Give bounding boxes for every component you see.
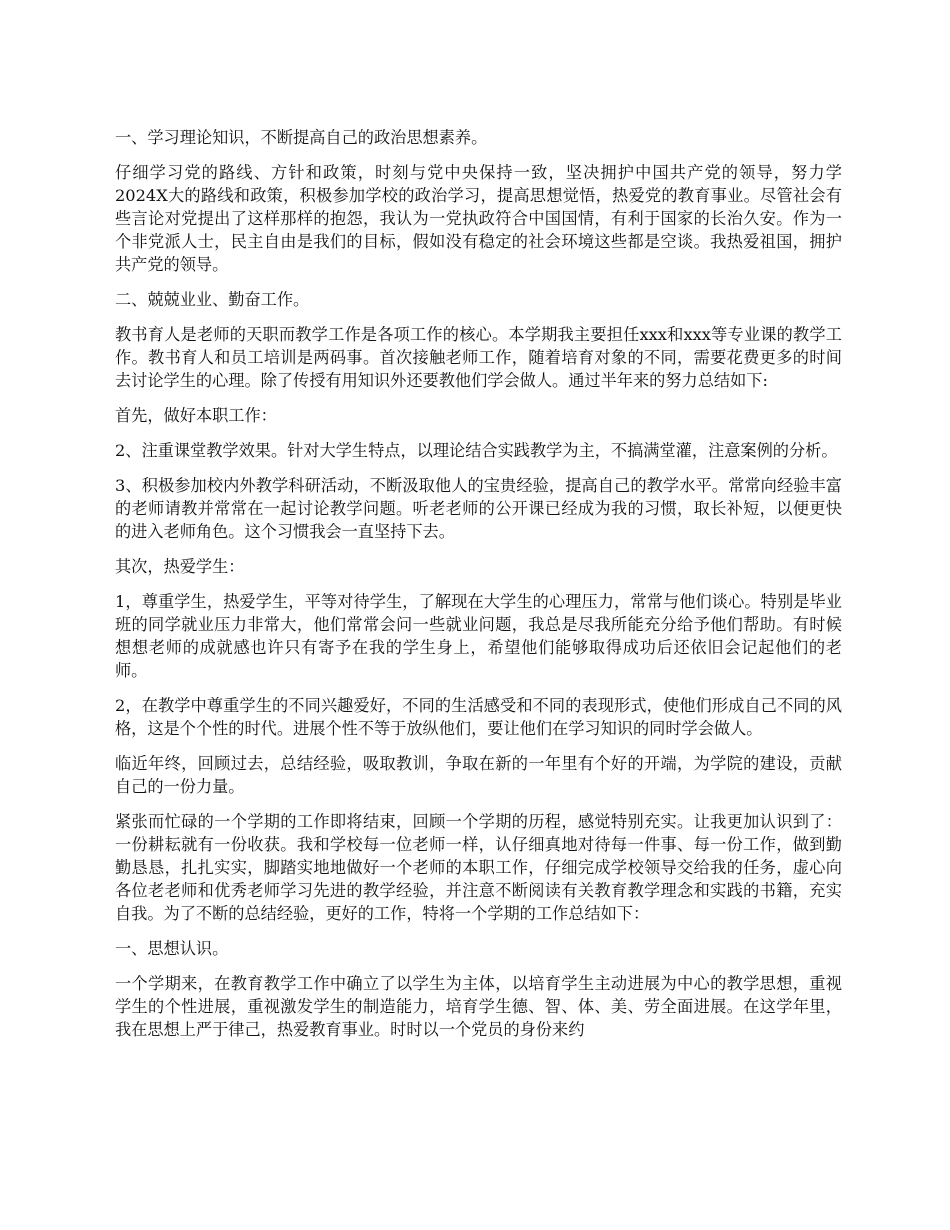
paragraph-year-end: 临近年终，回顾过去，总结经验，吸取教训，争取在新的一年里有个好的开端，为学院的建设，贡献自己的一份力量。	[115, 754, 842, 796]
paragraph-teaching-core: 教书育人是老师的天职而教学工作是各项工作的核心。本学期我主要担任xxx和xxx等专业课的教学工作。教书育人和员工培训是两码事。首次接触老师工作，随着培育对象的不同，需要花费更多的时间去讨论学生的心理。除了传授有用知识外还要教他们学会做人。通过半年来的努力总结如下:	[115, 325, 842, 390]
paragraph-respect-students: 1，尊重学生，热爱学生，平等对待学生，了解现在大学生的心理压力，常常与他们谈心。特别是毕业班的同学就业压力非常大，他们常常会问一些就业问题，我总是尽我所能充分给予他们帮助。有时候想想老师的成就感也许只有寄予在我的学生身上，希望他们能够取得成功后还依旧会记起他们的老师。	[115, 592, 842, 680]
paragraph-semester-review: 紧张而忙碌的一个学期的工作即将结束，回顾一个学期的历程，感觉特别充实。让我更加认识到了：一份耕耘就有一份收获。我和学校每一位老师一样，认仔细真地对待每一件事、每一份工作，做到勤勤恳恳，扎扎实实，脚踏实地地做好一个老师的本职工作，仔细完成学校领导交给我的任务，虚心向各位老老师和优秀老师学习先进的教学经验，并注意不断阅读有关教育教学理念和实践的书籍，充实自我。为了不断的总结经验，更好的工作，特将一个学期的工作总结如下：	[115, 812, 842, 923]
paragraph-first-duty: 首先，做好本职工作：	[115, 406, 277, 425]
paragraph-research-activity: 3、积极参加校内外教学科研活动，不断汲取他人的宝贵经验，提高自己的教学水平。常常向经验丰富的老师请教并常常在一起讨论教学问题。听老老师的公开课已经成为我的习惯，取长补短，以便更快的进入老师角色。这个习惯我会一直坚持下去。	[115, 476, 842, 541]
section-heading-theory: 一、学习理论知识，不断提高自己的政治思想素养。	[115, 128, 488, 147]
paragraph-individuality: 2，在教学中尊重学生的不同兴趣爱好，不同的生活感受和不同的表现形式，使他们形成自己不同的风格，这是个个性的时代。进展个性不等于放纵他们，要让他们在学习知识的同时学会做人。	[115, 696, 842, 738]
paragraph-classroom-effect: 2、注重课堂教学效果。针对大学生特点，以理论结合实践教学为主，不搞满堂灌，注意案例的分析。	[115, 441, 838, 460]
paragraph-party-line: 仔细学习党的路线、方针和政策，时刻与党中央保持一致，坚决拥护中国共产党的领导，努力学2024X大的路线和政策，积极参加学校的政治学习，提高思想觉悟，热爱党的教育事业。尽管社会有些言论对党提出了这样那样的抱怨，我认为一党执政符合中国国情，有利于国家的长治久安。作为一个非党派人士，民主自由是我们的目标，假如没有稳定的社会环境这些都是空谈。我热爱祖国，拥护共产党的领导。	[115, 163, 842, 274]
section-heading-thought: 一、思想认识。	[115, 939, 229, 958]
paragraph-love-students: 其次，热爱学生：	[115, 557, 245, 576]
document-page	[115, 126, 842, 1053]
section-heading-diligence: 二、兢兢业业、勤奋工作。	[115, 290, 310, 309]
paragraph-student-centered: 一个学期来，在教育教学工作中确立了以学生为主体，以培育学生主动进展为中心的教学思想，重视学生的个性进展，重视激发学生的制造能力，培育学生德、智、体、美、劳全面进展。在这学年里，我在思想上严于律己，热爱教育事业。时时以一个党员的身份来约	[115, 974, 842, 1039]
